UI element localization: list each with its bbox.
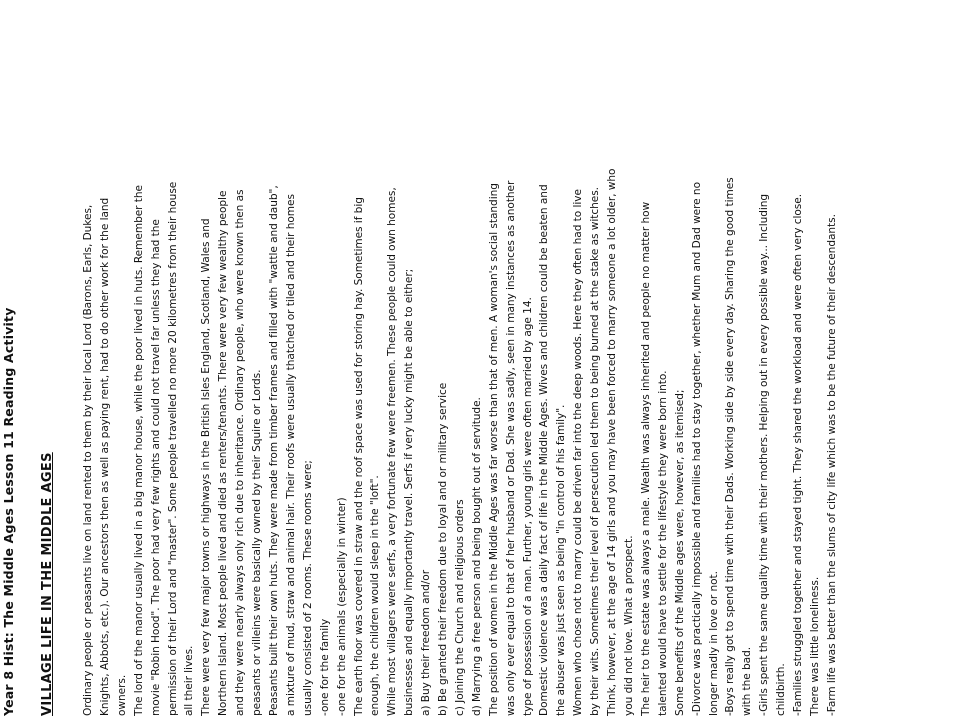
text-line: Women who chose not to marry could be driven far into the deep woods. Here they often had to live <box>572 189 585 716</box>
text-line: type of possession of a man. Further, young girls were often married by age 14. <box>521 297 534 716</box>
text-line: -Divorce was practically impossible and families had to stay together, whether Mum and Dad were no <box>690 182 703 716</box>
text-line: Knights, Abbots, etc.). Our ancestors then as well as paying rent, had to do other work for the land <box>98 197 111 716</box>
text-line: Northern Island. Most people lived and died as renters/tenants. There were very few wealthy people <box>217 190 230 716</box>
text-line: all their lives. <box>183 645 196 716</box>
text-line: longer madly in love or not. <box>707 571 720 716</box>
document-title: Year 8 Hist: The Middle Ages Lesson 11 Reading Activity <box>1 307 16 716</box>
text-line: d) Marrying a free person and being bought out of servitude. <box>470 397 483 716</box>
text-line: and they were nearly always only rich due to inheritance. Ordinary people, who were known then as <box>234 189 247 716</box>
document-body <box>0 4 841 716</box>
text-line: was only ever equal to that of her husband or Dad. She was sadly, seen in many instances as another <box>504 180 517 716</box>
text-line: usually consisted of 2 rooms. These rooms were; <box>301 460 314 716</box>
text-line: While most villagers were serfs, a very fortunate few were freemen. These people could own homes, <box>386 187 399 716</box>
text-line: businesses and equally importantly travel. Serfs if very lucky might be able to either; <box>403 268 416 716</box>
text-line: The lord of the manor usually lived in a big manor house, while the poor lived in huts. Remember the <box>132 185 145 716</box>
text-line: a) Buy their freedom and/or <box>420 569 433 716</box>
text-line: The earth floor was covered in straw and the roof space was used for storing hay. Sometimes if big <box>352 197 365 716</box>
text-line: you did not love. What a prospect. <box>623 535 635 716</box>
text-line: b) Be granted their freedom due to loyal and or military service <box>437 382 450 716</box>
text-line: -one for the animals (especially in winter) <box>335 497 348 716</box>
text-line: peasants or villeins were basically owned by their Squire or Lords. <box>251 369 264 716</box>
text-line: The heir to the estate was always a male. Wealth was always inherited and people no matter how <box>639 201 652 716</box>
text-line: owners. <box>115 674 128 716</box>
text-line: c) Joining the Church and religious orders <box>453 499 466 716</box>
text-line: Peasants built their own huts. They were made from timber frames and filled with "wattle and daub", <box>267 185 280 716</box>
text-line: a mixture of mud, straw and animal hair. Their roofs were usually thatched or tiled and their homes <box>284 194 297 716</box>
text-line: permission of their Lord and "master". Some people travelled no more 20 kilometres from their house <box>166 181 179 716</box>
text-line: -Families struggled together and stayed tight. They shared the workload and were often very close. <box>792 193 805 716</box>
text-line: Domestic violence was a daily fact of life in the Middle Ages. Wives and children could be beaten and <box>538 184 551 716</box>
text-line: with the bad. <box>741 646 754 716</box>
text-line: the abuser was just seen as being "in control of his family". <box>555 404 568 716</box>
text-line: enough, the children would sleep in the "loft". <box>369 475 382 716</box>
text-line: There was little loneliness. <box>808 576 821 716</box>
text-line: Ordinary people or peasants live on land rented to them by their local Lord (Barons, Earls, Dukes, <box>82 204 94 716</box>
text-line: -one for the family <box>318 618 331 716</box>
text-line: Think, however, at the age of 14 girls and you may have been forced to marry someone a lot older, who <box>606 168 619 716</box>
text-line: Some benefits of the Middle ages were, however, as itemised; <box>673 389 686 716</box>
text-line: The position of women in the Middle Ages was far worse than that of men. A woman's social standing <box>487 183 500 716</box>
text-line: talented would have to settle for the lifestyle they were born into. <box>656 370 669 716</box>
text-line: by their wits. Sometimes their level of persecution led them to being burned at the stake as witches. <box>589 187 602 716</box>
text-line: -Boys really got to spend time with their Dads. Working side by side every day. Sharing the good times <box>724 177 737 716</box>
text-line: movie "Robin Hood". The poor had very few rights and could not travel far unless they had the <box>149 219 162 716</box>
body-text <box>80 4 841 716</box>
text-line: There were very few major towns or highways in the British Isles England, Scotland, Wales and <box>200 218 213 716</box>
section-heading: VILLAGE LIFE IN THE MIDDLE AGES <box>40 452 55 716</box>
text-line: childbirth. <box>775 663 788 716</box>
text-line: -Girls spent the same quality time with their mothers. Helping out in every possible way... Including <box>758 193 771 716</box>
text-line: -Farm life was better than the slums of city life which was to be the future of their descendants. <box>825 214 838 716</box>
